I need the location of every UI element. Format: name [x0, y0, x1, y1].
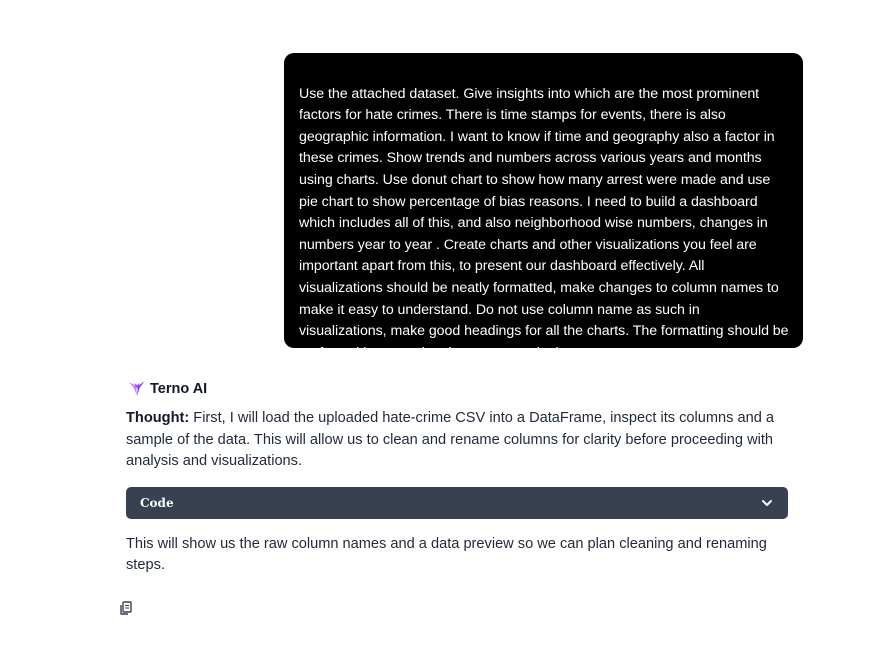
thought-label: Thought: [126, 410, 190, 426]
result-paragraph: This will show us the raw column names and a data preview so we can plan cleaning and renaming steps. [126, 535, 767, 574]
terno-logo-icon [128, 380, 146, 398]
thought-paragraph [126, 408, 788, 473]
assistant-message [126, 378, 788, 577]
assistant-header [126, 378, 788, 400]
assistant-name: Terno AI [150, 381, 208, 397]
code-toggle-button[interactable] [126, 487, 788, 519]
copy-icon[interactable] [118, 600, 134, 616]
user-message-bubble [284, 53, 803, 361]
code-label: Code [140, 495, 174, 510]
thought-text: First, I will load the uploaded hate-crime CSV into a DataFrame, inspect its columns and a sample of the data. This will allow us to clean and rename columns for clarity before proceeding with analysis and visualizations. [126, 410, 775, 470]
chevron-down-icon[interactable] [760, 496, 774, 510]
user-message-text: Use the attached dataset. Give insights into which are the most prominent factors for hate crimes. There is time stamps for events, there is also geographic information. I want to know if time and geography also a factor in these crimes. Show trends and numbers across various years and months using charts. Use donut chart to show how many arrest were made and use pie chart to show percentage of bias reasons. I need to build a dashboard which includes all of this, and also neighborhood wise numbers, changes in numbers year to year . Create charts and other visualizations you feel are important apart from this, to present our dashboard effectively. All visualizations should be neatly formatted, make changes to column names to make it easy to understand. Do not use column name as such in visualizations, make good headings for all the charts. The formatting should be perfect with no overlapping text or cut in the corners. [299, 85, 789, 361]
